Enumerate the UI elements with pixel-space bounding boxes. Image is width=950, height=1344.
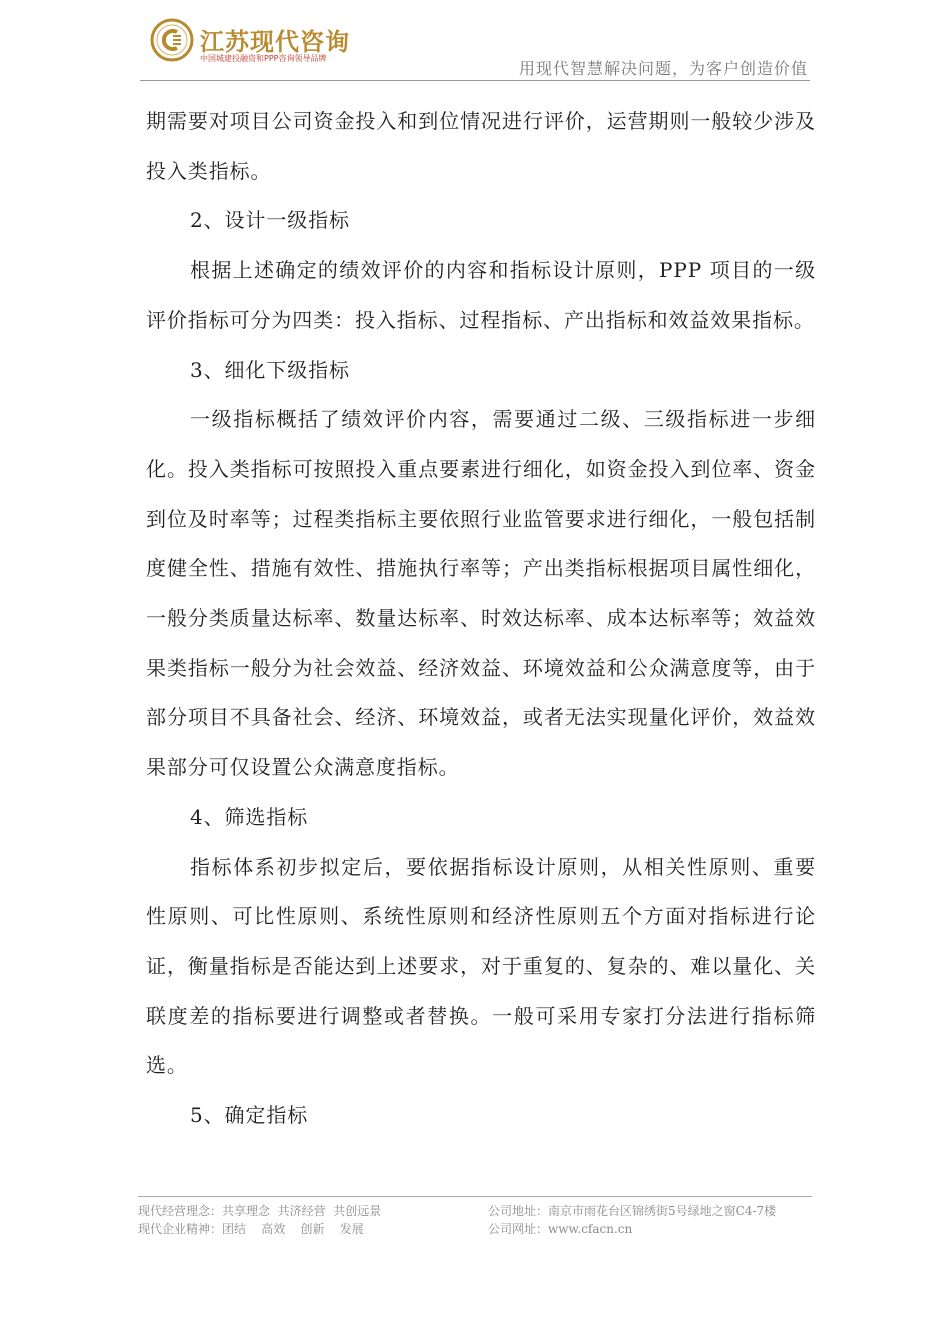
footer-spirit: 现代企业精神：团结 高效 创新 发展 [138, 1222, 364, 1236]
company-logo-icon [150, 18, 194, 62]
footer-philosophy: 现代经营理念：共享理念 共济经营 共创远景 [138, 1204, 382, 1218]
body-paragraph: 指标体系初步拟定后，要依据指标设计原则，从相关性原则、重要性原则、可比性原则、系统性原则和经济性原则五个方面对指标进行论证，衡量指标是否能达到上述要求，对于重复的、复杂的、难以量化、关联度差的指标要进行调整或者替换。一般可采用专家打分法进行指标筛选。 [146, 854, 816, 1078]
document-body [146, 97, 816, 1141]
body-paragraph: 根据上述确定的绩效评价的内容和指标设计原则，PPP 项目的一级评价指标可分为四类：投入指标、过程指标、产出指标和效益效果指标。 [146, 258, 816, 332]
header-divider [140, 80, 810, 81]
company-tagline: 中国城建投融资和PPP咨询领导品牌 [200, 54, 327, 63]
company-name: 江苏现代咨询 [200, 28, 350, 56]
header-slogan: 用现代智慧解决问题，为客户创造价值 [518, 59, 808, 78]
footer-website: 公司网址：www.cfacn.cn [488, 1222, 633, 1236]
section-heading: 4、筛选指标 [190, 804, 309, 829]
page-header [0, 0, 950, 90]
body-paragraph: 期需要对项目公司资金投入和到位情况进行评价，运营期则一般较少涉及投入类指标。 [146, 109, 816, 183]
footer-divider [138, 1196, 812, 1197]
section-heading: 2、设计一级指标 [190, 208, 350, 233]
footer-address: 公司地址：南京市雨花台区锦绣街5号绿地之窗C4-7楼 [488, 1204, 777, 1218]
section-heading: 5、确定指标 [190, 1103, 309, 1128]
section-heading: 3、细化下级指标 [190, 357, 350, 382]
body-paragraph: 一级指标概括了绩效评价内容，需要通过二级、三级指标进一步细化。投入类指标可按照投入重点要素进行细化，如资金投入到位率、资金到位及时率等；过程类指标主要依照行业监管要求进行细化，一般包括制度健全性、措施有效性、措施执行率等；产出类指标根据项目属性细化，一般分类质量达标率、数量达标率、时效达标率、成本达标率等；效益效果类指标一般分为社会效益、经济效益、环境效益和公众满意度等，由于部分项目不具备社会、经济、环境效益，或者无法实现量化评价，效益效果部分可仅设置公众满意度指标。 [146, 407, 816, 780]
